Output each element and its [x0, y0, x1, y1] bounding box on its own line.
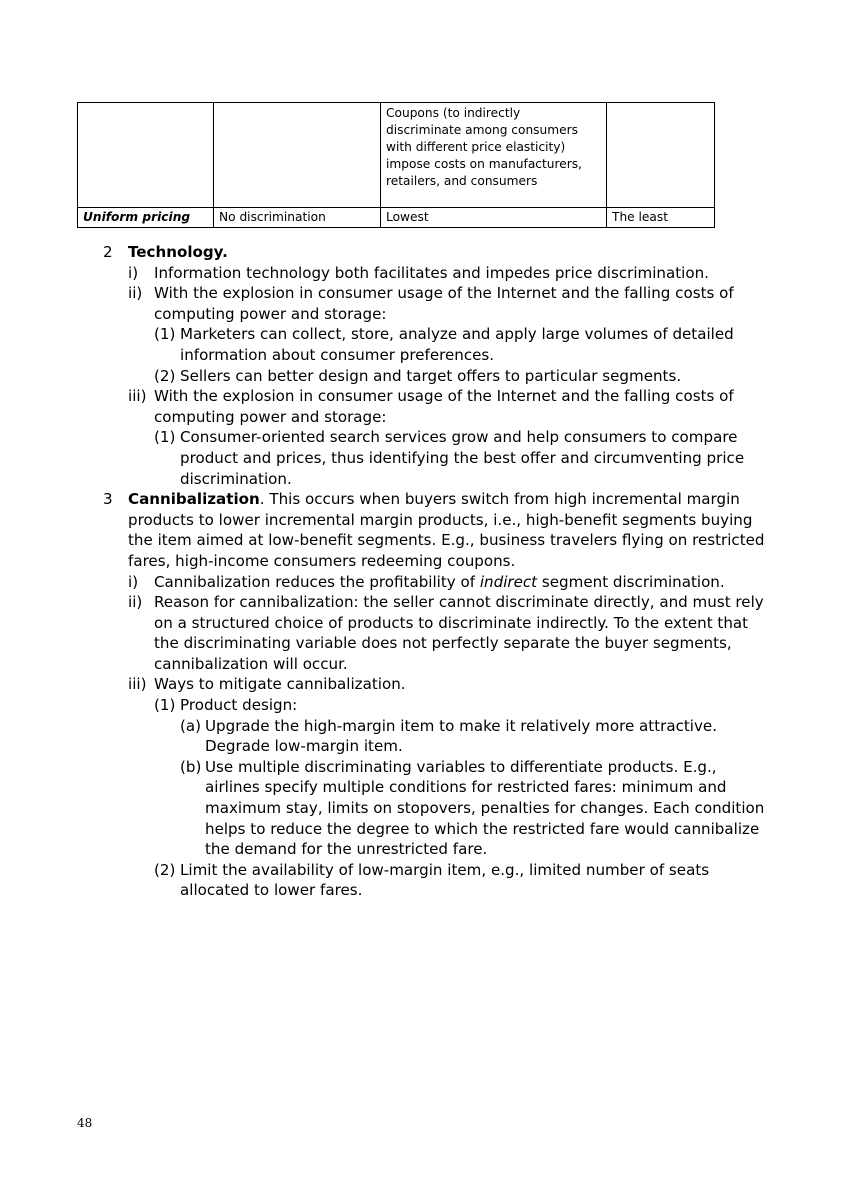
list-marker: i): [128, 572, 139, 591]
list-text: on a structured choice of products to discriminate indirectly. To the extent that: [154, 613, 749, 632]
row-header-uniform-pricing: Uniform pricing: [78, 208, 214, 228]
list-text: Consumer-oriented search services grow and help consumers to compare: [180, 428, 738, 447]
table-row: [78, 208, 715, 228]
list-text: Upgrade the high-margin item to make it relatively more attractive.: [205, 716, 718, 735]
list-continuation: [0, 839, 848, 860]
list-marker: iii): [128, 675, 147, 694]
list-marker: ii): [128, 284, 143, 303]
list-marker: (1): [154, 428, 176, 447]
list-text: computing power and storage:: [154, 407, 387, 426]
list-text: the discriminating variable does not perfectly separate the buyer segments,: [154, 634, 732, 653]
table-cell: [607, 103, 715, 208]
cell-line: discriminate among consumers: [386, 123, 578, 137]
list-continuation: [0, 819, 848, 840]
list-item: [0, 695, 848, 716]
list-marker: (b): [180, 757, 202, 776]
section-number: 3: [103, 490, 113, 509]
list-text: Product design:: [180, 696, 298, 715]
cell-line: retailers, and consumers: [386, 174, 538, 188]
list-item: [0, 386, 848, 407]
list-text: Limit the availability of low-margin item, e.g., limited number of seats: [180, 860, 710, 879]
section-intro: . This occurs when buyers switch from high incremental margin: [259, 490, 740, 509]
list-text: discrimination.: [180, 469, 292, 488]
list-text: Information technology both facilitates and impedes price discrimination.: [154, 263, 709, 282]
list-item: [0, 263, 848, 284]
list-continuation: [0, 633, 848, 654]
cell-line: Coupons (to indirectly: [386, 106, 521, 120]
list-marker: iii): [128, 387, 147, 406]
section-title: Technology.: [128, 243, 228, 261]
paragraph-line: [0, 551, 848, 572]
list-continuation: [0, 407, 848, 428]
list-continuation: [0, 736, 848, 757]
list-marker: i): [128, 263, 139, 282]
paragraph-text: the item aimed at low-benefit segments. E.g., business travelers flying on restricted: [128, 531, 765, 550]
section-title: Cannibalization: [128, 490, 260, 509]
cell-line: impose costs on manufacturers,: [386, 157, 582, 171]
emphasis-text: indirect: [479, 572, 538, 591]
paragraph-text: products to lower incremental margin products, i.e., high-benefit segments buying: [128, 510, 753, 529]
list-item: [0, 366, 848, 387]
section-number: 2: [103, 243, 113, 261]
list-marker: (2): [154, 860, 176, 879]
list-marker: ii): [128, 593, 143, 612]
list-continuation: [0, 304, 848, 325]
paragraph-text: fares, high-income consumers redeeming coupons.: [128, 551, 516, 570]
text-run: segment discrimination.: [537, 572, 725, 591]
list-text: [154, 572, 725, 593]
list-text: computing power and storage:: [154, 304, 387, 323]
list-continuation: [0, 654, 848, 675]
paragraph-line: [0, 530, 848, 551]
table-row: [78, 103, 715, 208]
list-item: [0, 427, 848, 448]
list-text: cannibalization will occur.: [154, 654, 348, 673]
table-cell-coupons: [381, 103, 607, 208]
list-text: information about consumer preferences.: [180, 345, 495, 364]
list-text: Sellers can better design and target offers to particular segments.: [180, 366, 682, 385]
list-text: allocated to lower fares.: [180, 881, 363, 900]
list-text: Reason for cannibalization: the seller cannot discriminate directly, and must rely: [154, 593, 764, 612]
list-text: With the explosion in consumer usage of the Internet and the falling costs of: [154, 284, 734, 303]
list-text: Marketers can collect, store, analyze and apply large volumes of detailed: [180, 325, 734, 344]
table-cell: The least: [607, 208, 715, 228]
list-item: [0, 757, 848, 778]
list-text: the demand for the unrestricted fare.: [205, 840, 488, 859]
list-continuation: [0, 613, 848, 634]
list-item: [0, 674, 848, 695]
list-text: maximum stay, limits on stopovers, penalties for changes. Each condition: [205, 799, 765, 818]
list-item: [0, 592, 848, 613]
list-text: airlines specify multiple conditions for restricted fares: minimum and: [205, 778, 727, 797]
list-marker: (a): [180, 716, 202, 735]
section-title-line: [128, 489, 740, 510]
section-heading-cannibalization: [0, 489, 848, 510]
list-continuation: [0, 798, 848, 819]
list-continuation: [0, 448, 848, 469]
list-continuation: [0, 469, 848, 490]
list-text: product and prices, thus identifying the best offer and circumventing price: [180, 448, 745, 467]
list-text: Degrade low-margin item.: [205, 737, 403, 756]
page-number: 48: [77, 1116, 93, 1130]
document-body: [0, 242, 848, 901]
list-text: Use multiple discriminating variables to differentiate products. E.g.,: [205, 757, 717, 776]
cell-line: with different price elasticity): [386, 140, 566, 154]
list-item: [0, 716, 848, 737]
table-cell: [214, 103, 381, 208]
list-continuation: [0, 345, 848, 366]
list-marker: (1): [154, 696, 176, 715]
list-text: helps to reduce the degree to which the restricted fare would cannibalize: [205, 819, 760, 838]
section-heading-technology: [0, 242, 848, 263]
table-cell: Lowest: [381, 208, 607, 228]
list-text: With the explosion in consumer usage of the Internet and the falling costs of: [154, 387, 734, 406]
paragraph-line: [0, 510, 848, 531]
list-continuation: [0, 777, 848, 798]
list-marker: (2): [154, 366, 176, 385]
text-run: Cannibalization reduces the profitability of: [154, 572, 480, 591]
list-item: [0, 572, 848, 593]
list-continuation: [0, 880, 848, 901]
table-cell: No discrimination: [214, 208, 381, 228]
list-item: [0, 283, 848, 304]
list-marker: (1): [154, 325, 176, 344]
list-item: [0, 324, 848, 345]
table-cell: [78, 103, 214, 208]
list-text: Ways to mitigate cannibalization.: [154, 675, 406, 694]
list-item: [0, 860, 848, 881]
pricing-comparison-table: [77, 102, 715, 228]
